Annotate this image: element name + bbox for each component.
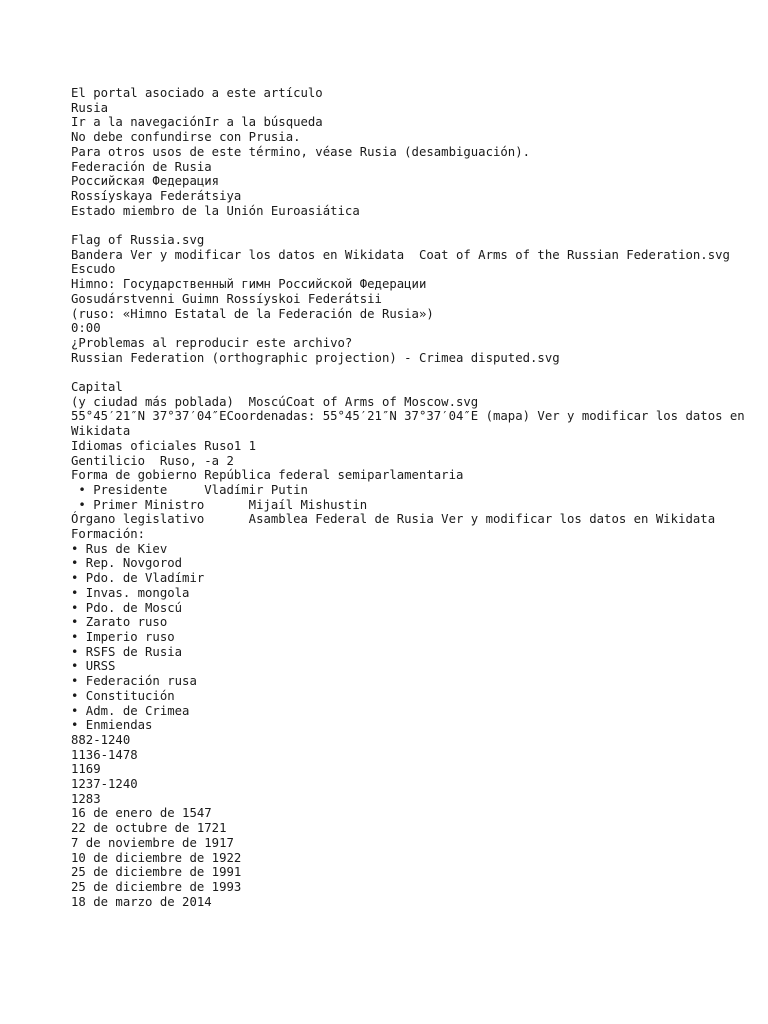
formation-item[interactable]: • Federación rusa (71, 674, 197, 689)
formation-date: 10 de diciembre de 1922 (71, 850, 242, 865)
formation-item[interactable]: • Adm. de Crimea (71, 703, 190, 718)
capital-line[interactable]: (y ciudad más poblada) MoscúCoat of Arms of Moscow.svg (71, 394, 479, 409)
page-title: Rusia (71, 100, 109, 115)
formation-item[interactable]: • Zarato ruso (71, 615, 168, 630)
member-state-note: Estado miembro de la Unión Euroasiática (71, 203, 360, 218)
anthem-translation: (ruso: «Himno Estatal de la Federación de Rusia») (71, 306, 434, 321)
flag-coat-line[interactable]: Bandera Ver y modificar los datos en Wikidata Coat of Arms of the Russian Federation.svg (71, 247, 730, 262)
formation-item[interactable]: • Imperio ruso (71, 629, 175, 644)
formation-date: 7 de noviembre de 1917 (71, 835, 234, 850)
formation-date: 1237-1240 (71, 777, 138, 792)
formation-item[interactable]: • Pdo. de Vladímir (71, 571, 205, 586)
capital-label: Capital (71, 380, 123, 395)
official-name-romanized: Rossíyskaya Federátsiya (71, 188, 242, 203)
formation-item[interactable]: • Enmiendas (71, 718, 153, 733)
official-name-russian: Российская Федерация (71, 174, 220, 189)
blank-line (71, 365, 751, 380)
government-line: Forma de gobierno República federal semiparlamentaria (71, 468, 464, 483)
formation-date: 18 de marzo de 2014 (71, 894, 212, 909)
audio-problem-link[interactable]: ¿Problemas al reproducir este archivo? (71, 335, 353, 350)
formation-item[interactable]: • URSS (71, 659, 116, 674)
hatnote-prusia: No debe confundirse con Prusia. (71, 130, 301, 145)
coordinates-line[interactable]: 55°45′21″N 37°37′04″ECoordenadas: 55°45′21″N 37°37′04″E (mapa) Ver y modificar los datos en Wikidata (71, 409, 753, 439)
skip-nav-links[interactable]: Ir a la navegaciónIr a la búsqueda (71, 115, 323, 130)
formation-date: 1169 (71, 762, 101, 777)
president-line[interactable]: • Presidente Vladímir Putin (71, 482, 308, 497)
formation-date: 25 de diciembre de 1991 (71, 865, 242, 880)
audio-time[interactable]: 0:00 (71, 321, 101, 336)
legislature-line[interactable]: Órgano legislativo Asamblea Federal de Rusia Ver y modificar los datos en Wikidata (71, 512, 716, 527)
formation-item[interactable]: • Invas. mongola (71, 585, 190, 600)
formation-date: 882-1240 (71, 732, 131, 747)
coat-label: Escudo (71, 262, 116, 277)
formation-item[interactable]: • RSFS de Rusia (71, 644, 183, 659)
official-languages-line: Idiomas oficiales Ruso1 1 (71, 438, 257, 453)
formation-item[interactable]: • Rep. Novgorod (71, 556, 183, 571)
portal-note: El portal asociado a este artículo (71, 86, 323, 100)
formation-date: 1283 (71, 791, 101, 806)
official-name-spanish: Federación de Rusia (71, 159, 212, 174)
formation-date: 16 de enero de 1547 (71, 806, 212, 821)
formation-item[interactable]: • Constitución (71, 688, 175, 703)
hatnote-disambiguation: Para otros usos de este término, véase Rusia (desambiguación). (71, 144, 531, 159)
blank-line (71, 218, 751, 233)
formation-date: 22 de octubre de 1721 (71, 821, 227, 836)
anthem-line: Himno: Государственный гимн Российской Федерации (71, 277, 427, 292)
article-text (71, 86, 751, 909)
flag-file-link[interactable]: Flag of Russia.svg (71, 233, 205, 248)
formation-label: Formación: (71, 527, 146, 542)
prime-minister-line[interactable]: • Primer Ministro Mijaíl Mishustin (71, 497, 368, 512)
formation-date: 25 de diciembre de 1993 (71, 879, 242, 894)
formation-item[interactable]: • Pdo. de Moscú (71, 600, 183, 615)
anthem-romanized: Gosudárstvenni Guimn Rossíyskoi Federátsii (71, 291, 382, 306)
formation-item[interactable]: • Rus de Kiev (71, 541, 168, 556)
formation-date: 1136-1478 (71, 747, 138, 762)
demonym-line: Gentilicio Ruso, -a 2 (71, 453, 234, 468)
map-file-link[interactable]: Russian Federation (orthographic projection) - Crimea disputed.svg (71, 350, 560, 365)
